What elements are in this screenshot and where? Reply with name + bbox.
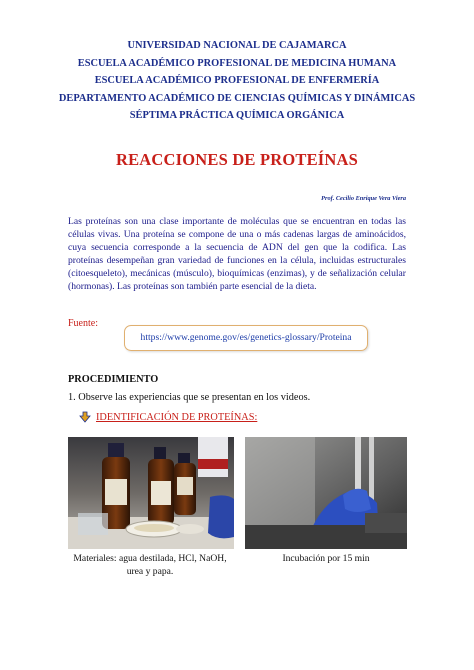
- figure-caption-materials: [60, 552, 240, 578]
- author-name: Prof. Cecilio Enrique Vera Viera: [321, 195, 406, 202]
- caption-line: urea y papa.: [126, 566, 174, 577]
- bullet-label: IDENTIFICACIÓN DE PROTEÍNAS:: [96, 411, 258, 423]
- institution-header: [40, 37, 434, 125]
- intro-paragraph: Las proteínas son una clase importante de moléculas que se encuentran en todas las células vivas. Una proteína se compone de una o más cadenas largas de aminoácidos, cuya secuencia corresponde a la secuencia de ADN del gen que la codifica. Las proteínas desempeñan gran variedad de funciones en la célula, incluidas estructurales (citoesqueleto), mecánicas (músculo), bioquímicas (enzimas), y de señalización celular (hormonas). Las proteínas son también parte esencial de la dieta.: [68, 216, 406, 292]
- source-label: Fuente:: [68, 318, 98, 329]
- bullet-item: [79, 411, 257, 423]
- document-title: REACCIONES DE PROTEÍNAS: [115, 150, 359, 169]
- procedure-step-1: 1. Observe las experiencias que se presentan en los videos.: [68, 392, 311, 403]
- procedure-heading: PROCEDIMIENTO: [68, 374, 159, 385]
- incubation-photo: [245, 437, 407, 549]
- caption-line: Materiales: agua destilada, HCl, NaOH,: [73, 553, 227, 564]
- header-school-nursing: ESCUELA ACADÉMICO PROFESIONAL DE ENFERMERÍA: [94, 75, 380, 87]
- header-practice: SÉPTIMA PRÁCTICA QUÍMICA ORGÁNICA: [129, 110, 345, 122]
- header-department: DEPARTAMENTO ACADÉMICO DE CIENCIAS QUÍMICAS Y DINÁMICAS: [58, 92, 416, 104]
- arrow-bullet-icon: [79, 411, 91, 423]
- header-university: UNIVERSIDAD NACIONAL DE CAJAMARCA: [127, 40, 347, 51]
- source-link[interactable]: https://www.genome.gov/es/genetics-glossary/Proteina: [124, 325, 368, 351]
- figure-caption-incubation: [245, 552, 407, 565]
- caption-line: Incubación por 15 min: [282, 553, 370, 564]
- lab-materials-photo: [68, 437, 234, 549]
- header-school-medicine: ESCUELA ACADÉMICO PROFESIONAL DE MEDICINA HUMANA: [77, 57, 397, 69]
